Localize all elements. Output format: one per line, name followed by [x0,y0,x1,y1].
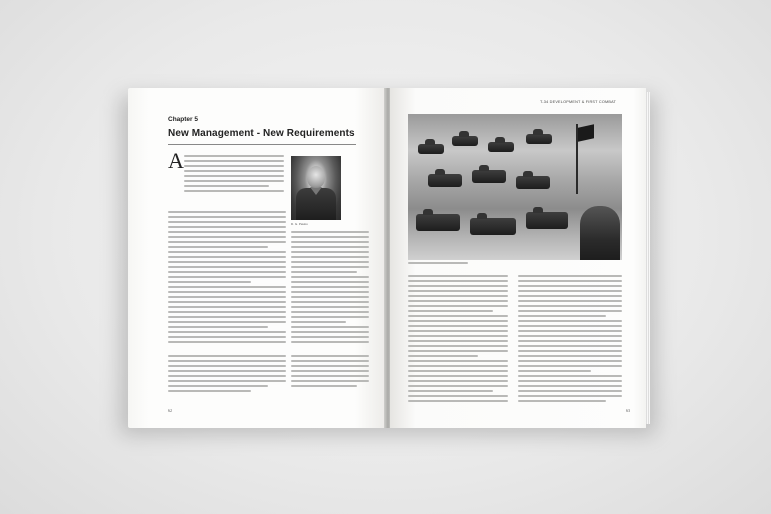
footnotes-right [291,352,369,402]
page-number-left: 62 [168,408,172,413]
portrait-caption: D. G. Pavlov [291,222,308,226]
footnotes-left [168,352,286,402]
dropcap: A [168,148,184,173]
chapter-label: Chapter 5 [168,116,198,123]
running-head: T-34 DEVELOPMENT & FIRST COMBAT [540,100,617,104]
portrait-photo [291,156,341,220]
right-page [390,88,646,428]
tank-column-photo [408,114,622,260]
body-text-intro [184,152,284,212]
body-text-right-page-col1 [408,272,508,408]
body-text-right-column [291,228,369,348]
left-page [128,88,386,428]
page-edges [646,92,650,424]
photo-caption [408,262,468,264]
title-rule [168,144,356,145]
body-text-right-page-col2 [518,272,622,408]
body-text-left-column [168,208,286,348]
open-book [128,88,648,428]
chapter-title: New Management - New Requirements [168,128,355,139]
page-number-right: 63 [626,408,630,413]
